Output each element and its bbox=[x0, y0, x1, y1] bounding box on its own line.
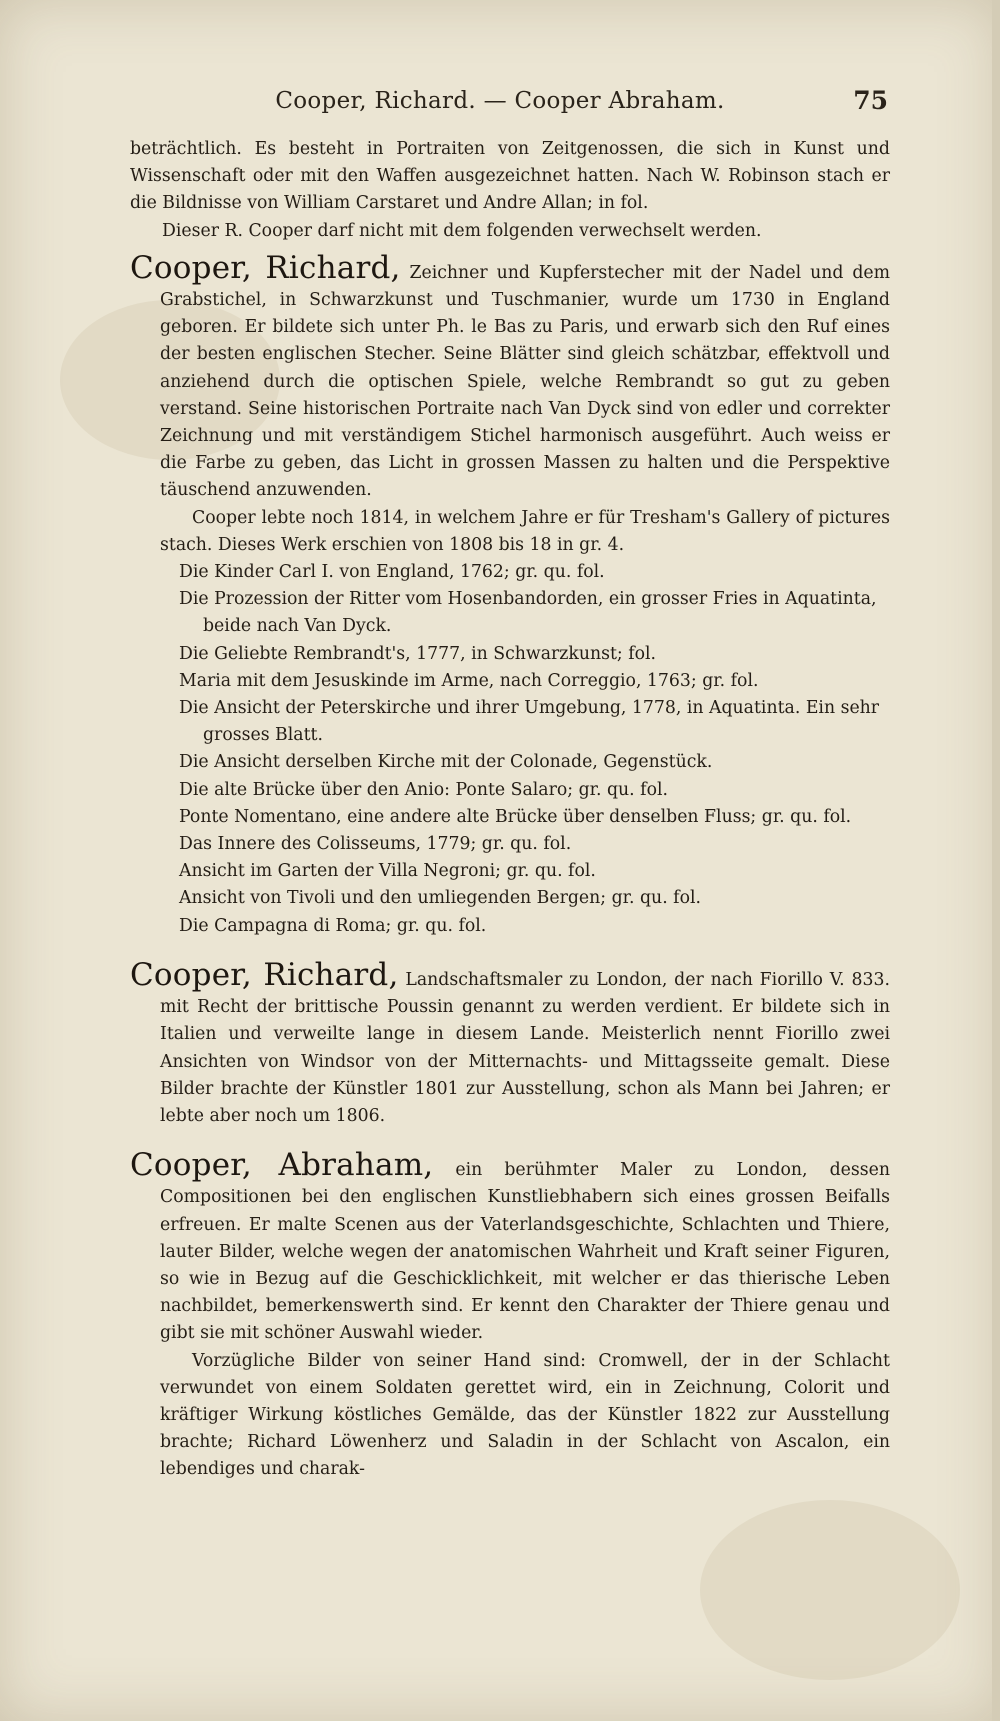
entry-text: Zeichner und Kupferstecher mit der Nadel und dem Grabstichel, in Schwarzkunst und Tuschmanier, wurde um 1730 in England geboren. Er bildete sich unter Ph. le Bas zu Paris, und erwarb sich den Ruf eines der besten englischen Stecher. Seine Blätter sind gleich schätzbar, effektvoll und anziehend durch die optischen Spiele, welche Rembrandt so gut zu geben verstand. Seine historischen Portraite nach Van Dyck sind von edler und correkter Zeichnung und mit verständigem Stichel harmonisch ausgeführt. Auch weiss er die Farbe zu geben, das Licht in grossen Massen zu halten und die Perspektive täuschend anzuwenden. bbox=[160, 262, 890, 501]
running-head-title: Cooper, Richard. — Cooper Abraham. bbox=[275, 88, 725, 114]
entry-cooper-richard-engraver bbox=[130, 249, 890, 940]
running-head bbox=[0, 84, 1000, 124]
entry-text: ein berühmter Maler zu London, dessen Compositionen bei den englischen Kunstliebhabern sich eines grossen Beifalls erfreuen. Er malte Scenen aus der Vaterlandsgeschichte, Schlachten und Thiere, lauter Bilder, welche wegen der anatomischen Wahrheit und Kraft seiner Figuren, so wie in Bezug auf die Geschicklichkeit, mit welcher er das thierische Leben nachbildet, bemerkenswerth sind. Er kennt den Charakter der Thiere genau und gibt sie mit schöner Auswahl wieder. bbox=[160, 1160, 890, 1344]
entry-headword: Cooper, Abraham, bbox=[130, 1147, 434, 1184]
entry-cooper-abraham bbox=[130, 1147, 890, 1483]
page-edge bbox=[992, 0, 1000, 1721]
entry-headword: Cooper, Richard, bbox=[130, 956, 399, 993]
entry-paragraph-2: Cooper lebte noch 1814, in welchem Jahre er für Tresham's Gallery of pictures stach. Dieses Werk erschien von 1808 bis 18 in gr. 4. bbox=[160, 507, 890, 555]
entry-paragraph bbox=[130, 1147, 890, 1347]
entry-paragraph bbox=[130, 956, 891, 1130]
works-item: Die Geliebte Rembrandt's, 1777, in Schwarzkunst; fol. bbox=[179, 643, 657, 664]
works-item: Das Innere des Colisseums, 1779; gr. qu. fol. bbox=[179, 834, 572, 855]
continuation-paragraph: beträchtlich. Es besteht in Portraiten von Zeitgenossen, die sich in Kunst und Wissenschaft oder mit den Waffen ausgezeichnet hatten. Nach W. Robinson stach er die Bildnisse von William Carstaret und Andre Allan; in fol. bbox=[130, 139, 890, 214]
works-item: Die Prozession der Ritter vom Hosenbandorden, ein grosser Fries in Aquatinta, beide nach Van Dyck. bbox=[179, 589, 877, 637]
continuation-note: Dieser R. Cooper darf nicht mit dem folgenden verwechselt werden. bbox=[162, 220, 762, 241]
works-item: Maria mit dem Jesuskinde im Arme, nach Correggio, 1763; gr. fol. bbox=[179, 670, 759, 691]
works-list bbox=[160, 559, 890, 940]
entry-text: Landschaftsmaler zu London, der nach Fiorillo V. 833. mit Recht der brittische Poussin genannt zu werden verdient. Er bildete sich in Italien und verweilte lange in diesem Lande. Meisterlich nennt Fiorillo zwei Ansichten von Windsor von der Mitternachts- und Mittagsseite gemalt. Diese Bilder brachte der Künstler 1801 zur Ausstellung, schon als Mann bei Jahren; er lebte aber noch um 1806. bbox=[160, 969, 891, 1126]
entry-headword: Cooper, Richard, bbox=[130, 249, 401, 286]
works-item: Ansicht im Garten der Villa Negroni; gr. qu. fol. bbox=[179, 861, 596, 882]
page-number: 75 bbox=[853, 86, 888, 115]
body-text bbox=[130, 136, 890, 1484]
works-item: Die alte Brücke über den Anio: Ponte Salaro; gr. qu. fol. bbox=[179, 779, 668, 800]
works-item: Die Ansicht der Peterskirche und ihrer Umgebung, 1778, in Aquatinta. Ein sehr grosses Blatt. bbox=[179, 698, 880, 746]
works-item: Ansicht von Tivoli und den umliegenden Bergen; gr. qu. fol. bbox=[179, 888, 701, 909]
entry-paragraph-2: Vorzügliche Bilder von seiner Hand sind: Cromwell, der in der Schlacht verwundet von einem Soldaten gerettet wird, ein in Zeichnung, Colorit und kräftiger Wirkung köstliches Gemälde, das der Künstler 1822 zur Ausstellung brachte; Richard Löwenherz und Saladin in der Schlacht von Ascalon, ein lebendiges und charak- bbox=[160, 1350, 890, 1480]
works-item: Die Kinder Carl I. von England, 1762; gr. qu. fol. bbox=[179, 562, 605, 583]
entry-paragraph bbox=[130, 249, 890, 505]
works-item: Die Ansicht derselben Kirche mit der Colonade, Gegenstück. bbox=[179, 752, 713, 773]
entry-cooper-richard-painter bbox=[130, 956, 891, 1130]
paper-stain bbox=[700, 1500, 960, 1680]
works-item: Ponte Nomentano, eine andere alte Brücke über denselben Fluss; gr. qu. fol. bbox=[179, 806, 852, 827]
works-item: Die Campagna di Roma; gr. qu. fol. bbox=[179, 915, 487, 936]
